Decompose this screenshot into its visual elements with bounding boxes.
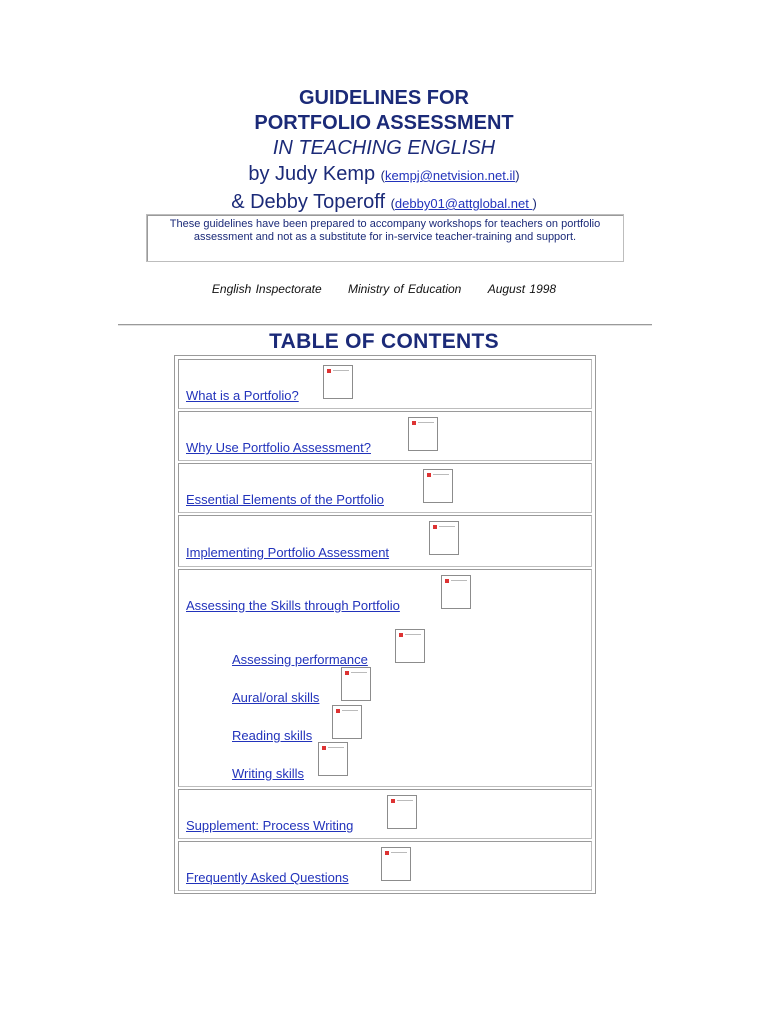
toc-cell <box>178 359 592 409</box>
toc-link-what-is-portfolio[interactable]: What is a Portfolio? <box>186 388 299 403</box>
document-header <box>0 86 768 217</box>
broken-image-icon <box>381 847 411 881</box>
toc-link-aural-oral[interactable]: Aural/oral skills <box>232 690 320 705</box>
toc-link-assessing-performance[interactable]: Assessing performance <box>232 652 368 667</box>
org-label: English Inspectorate <box>211 282 322 296</box>
toc-link-assessing-skills[interactable]: Assessing the Skills through Portfolio <box>186 598 400 613</box>
publication-info <box>0 282 768 296</box>
toc-cell <box>178 841 592 891</box>
broken-image-icon <box>341 667 371 701</box>
horizontal-divider <box>118 324 652 326</box>
author-1-email-link[interactable]: kempj@netvision.net.il <box>385 168 516 183</box>
toc-link-reading[interactable]: Reading skills <box>232 728 313 743</box>
broken-image-icon <box>429 521 459 555</box>
title-line-1: GUIDELINES FOR <box>298 87 469 109</box>
broken-image-icon <box>318 742 348 776</box>
author-2: & Debby Toperoff (debby01@attglobal.net ) <box>231 191 537 213</box>
toc-link-supplement[interactable]: Supplement: Process Writing <box>186 818 354 833</box>
ministry-label: Ministry of Education <box>347 282 462 296</box>
toc-cell <box>178 789 592 839</box>
toc-link-implementing[interactable]: Implementing Portfolio Assessment <box>186 545 390 560</box>
toc-cell <box>178 463 592 513</box>
toc-table <box>174 355 596 894</box>
author-1: by Judy Kemp (kempj@netvision.net.il) <box>248 163 520 185</box>
toc-link-why-use[interactable]: Why Use Portfolio Assessment? <box>186 440 371 455</box>
toc-heading: TABLE OF CONTENTS <box>269 330 499 353</box>
author-2-email-link[interactable]: debby01@attglobal.net <box>394 196 533 211</box>
toc-link-writing[interactable]: Writing skills <box>232 766 304 781</box>
disclaimer-note: These guidelines have been prepared to accompany workshops for teachers on portfolio assessment and not as a substitute for in-service teacher-training and support. <box>146 214 624 262</box>
broken-image-icon <box>423 469 453 503</box>
broken-image-icon <box>395 629 425 663</box>
broken-image-icon <box>441 575 471 609</box>
broken-image-icon <box>408 417 438 451</box>
title-line-2: PORTFOLIO ASSESSMENT <box>254 112 514 134</box>
toc-link-faq[interactable]: Frequently Asked Questions <box>186 870 349 885</box>
toc-cell <box>178 569 592 787</box>
toc-cell <box>178 515 592 567</box>
date-label: August 1998 <box>487 282 557 296</box>
toc-link-essential-elements[interactable]: Essential Elements of the Portfolio <box>186 492 384 507</box>
author-2-name: & Debby Toperoff <box>231 191 386 213</box>
broken-image-icon <box>332 705 362 739</box>
author-1-name: by Judy Kemp <box>248 163 376 185</box>
broken-image-icon <box>387 795 417 829</box>
title-line-3: IN TEACHING ENGLISH <box>272 137 496 159</box>
toc-cell <box>178 411 592 461</box>
broken-image-icon <box>323 365 353 399</box>
